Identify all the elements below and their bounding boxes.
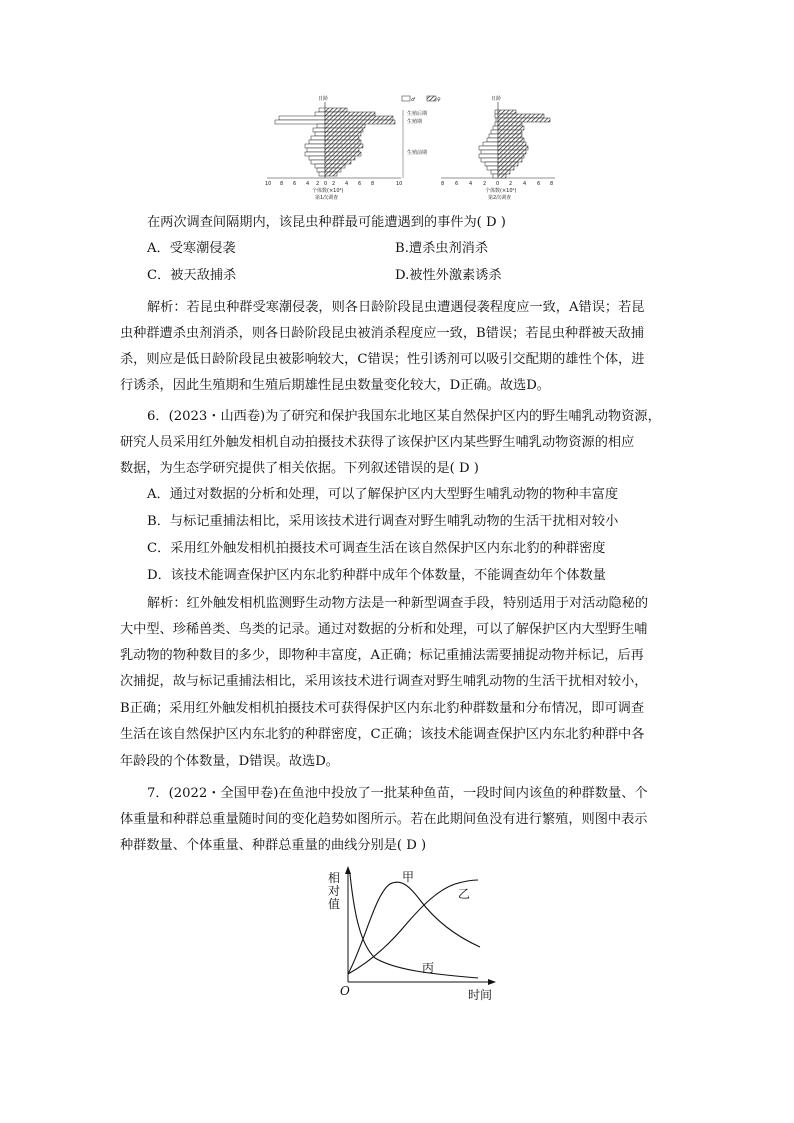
svg-text:6: 6 <box>537 181 541 187</box>
svg-text:4: 4 <box>345 181 349 187</box>
q6-stem-line: 研究人员采用红外触发相机自动拍摄技术获得了该保护区内某些野生哺乳动物资源的相应 <box>120 435 635 450</box>
svg-text:10: 10 <box>265 181 272 187</box>
q6-analysis-line: 年龄段的个体数量，D错误。故选D。 <box>120 754 339 769</box>
q6-option-b: B．与标记重捕法相比，采用该技术进行调查对野生哺乳动物的生活干扰相对较小 <box>147 514 619 529</box>
pyramid-right-bars <box>479 110 550 178</box>
pyramid-left-caption: 第1次调查 <box>315 195 339 201</box>
pyramid-right-caption: 第2次调查 <box>488 195 512 201</box>
q7-stem-line: 体重量和种群总重量随时间的变化趋势如图所示。若在此期间鱼没有进行繁殖，则图中表示 <box>120 812 648 827</box>
y-axis-label <box>328 870 340 911</box>
pyramid-left-xunit: 个体数(×10⁴) <box>312 188 344 194</box>
pyramid-left-bars <box>275 108 395 176</box>
q6-stem-line: 6．(2023・山西卷)为了研究和保护我国东北地区某自然保护区内的野生哺乳动物资源， <box>147 409 661 424</box>
q6-analysis-line: 大中型、珍稀兽类、鸟类的记录。通过对数据的分析和处理，可以了解保护区内大型野生哺 <box>120 622 648 637</box>
svg-text:2: 2 <box>316 181 320 187</box>
svg-text:8: 8 <box>441 181 445 187</box>
q5-analysis-line: 虫种群遭杀虫剂消杀，则各日龄阶段昆虫被消杀程度应一致，B错误；若昆虫种群被天敌捕 <box>120 326 644 341</box>
age-pyramid-figure <box>255 88 565 208</box>
q5-analysis-line: 行诱杀，因此生殖期和生殖后期雄性昆虫数量变化较大，D正确。故选D。 <box>120 378 550 393</box>
svg-text:6: 6 <box>358 181 362 187</box>
pyramid-left-ticks <box>265 181 402 187</box>
curve-yi-label: 乙 <box>458 887 471 901</box>
svg-text:4: 4 <box>306 181 310 187</box>
pyramid-right-xunit: 个体数(×10⁴) <box>485 188 517 194</box>
q7-stem-line: 种群数量、个体重量、种群总重量的曲线分别是( D ) <box>120 838 427 853</box>
q6-analysis-line: 次捕捉，故与标记重捕法相比，采用该技术进行调查对野生哺乳动物的生活干扰相对较小， <box>120 674 648 689</box>
q6-option-d: D．该技术能调查保护区内东北豹种群中成年个体数量，不能调查幼年个体数量 <box>147 568 606 583</box>
pyramid-right-ylabel: 日龄 <box>491 96 502 102</box>
pyramid-left-ylabel: 日龄 <box>318 96 329 102</box>
q7-stem-line: 7．(2022・全国甲卷)在鱼池中投放了一批某种鱼苗，一段时间内该鱼的种群数量、个 <box>147 786 648 801</box>
svg-text:2: 2 <box>483 181 487 187</box>
svg-text:8: 8 <box>280 181 284 187</box>
svg-text:2: 2 <box>509 181 513 187</box>
svg-text:8: 8 <box>550 181 554 187</box>
q6-stem-line: 数据，为生态学研究提供了相关依据。下列叙述错误的是( D ) <box>120 461 479 476</box>
q6-analysis-line: 生活在该自然保护区内东北豹的种群密度，C正确；该技术能调查保护区内东北豹种群中各 <box>120 727 645 742</box>
svg-text:4: 4 <box>469 181 473 187</box>
svg-text:0: 0 <box>324 181 328 187</box>
legend-female: ♀ <box>437 97 441 103</box>
q6-analysis-line: 乳动物的物种数目的多少，即物种丰富度，A正确；标记重捕法需要捕捉动物并标记，后再 <box>120 648 644 663</box>
svg-text:10: 10 <box>396 181 403 187</box>
svg-text:对: 对 <box>328 884 341 898</box>
svg-text:6: 6 <box>455 181 459 187</box>
origin-label: O <box>340 984 350 998</box>
x-axis-label: 时间 <box>468 988 493 1002</box>
q5-option-c: C．被天敌捕杀 <box>147 268 237 283</box>
svg-text:相: 相 <box>328 871 341 885</box>
q5-stem: 在两次调查间隔期内，该昆虫种群最可能遭遇到的事件为( D ) <box>147 215 506 230</box>
q6-analysis-line: B正确；采用红外触发相机拍摄技术可获得保护区内东北豹种群数量和分布情况，即可调查 <box>120 701 644 716</box>
svg-text:6: 6 <box>293 181 297 187</box>
pyramid-right-ticks <box>441 181 553 187</box>
q5-analysis-line: 杀，则应是低日龄阶段昆虫被影响较大，C错误；性引诱剂可以吸引交配期的雄性个体，进 <box>120 352 645 367</box>
q6-option-a: A．通过对数据的分析和处理，可以了解保护区内大型野生哺乳动物的物种丰富度 <box>147 487 619 502</box>
svg-text:2: 2 <box>332 181 336 187</box>
stage-pre-label: 生殖前期 <box>407 150 428 156</box>
stage-repro-label: 生殖期 <box>407 119 423 125</box>
q5-option-a: A．受寒潮侵袭 <box>147 241 236 256</box>
stage-post-label: 生殖后期 <box>407 111 428 117</box>
curve-figure <box>320 862 500 1004</box>
q6-analysis-line: 解析：红外触发相机监测野生动物方法是一种新型调查手段，特别适用于对活动隐秘的 <box>147 596 649 611</box>
q5-analysis-line: 解析：若昆虫种群受寒潮侵袭，则各日龄阶段昆虫遭遇侵袭程度应一致，A错误；若昆 <box>147 300 645 315</box>
svg-text:0: 0 <box>496 181 500 187</box>
curve-jia-label: 甲 <box>402 870 415 884</box>
legend-male: ♂ <box>411 97 416 103</box>
q6-option-c: C．采用红外触发相机拍摄技术可调查生活在该自然保护区内东北豹的种群密度 <box>147 541 606 556</box>
q5-option-b: B.遭杀虫剂消杀 <box>395 241 489 256</box>
svg-text:4: 4 <box>523 181 527 187</box>
svg-text:8: 8 <box>371 181 375 187</box>
q5-option-d: D.被性外激素诱杀 <box>395 268 502 283</box>
curve-bing-label: 丙 <box>422 961 435 975</box>
svg-text:值: 值 <box>328 897 341 911</box>
